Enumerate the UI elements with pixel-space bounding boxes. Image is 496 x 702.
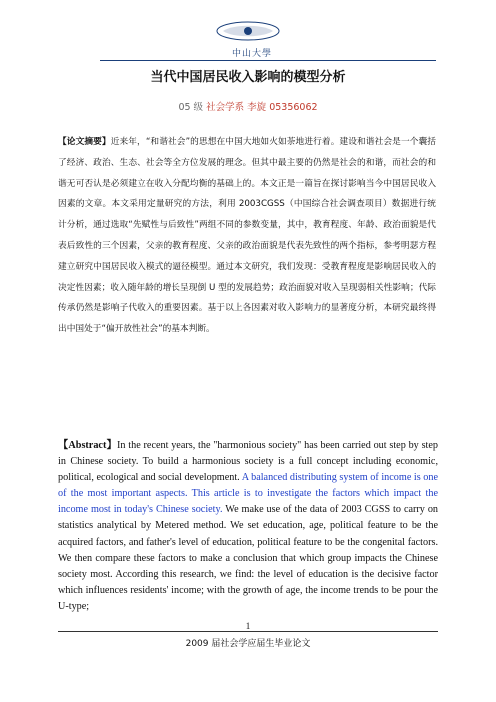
header-divider <box>100 60 436 61</box>
paper-title: 当代中国居民收入影响的模型分析 <box>150 70 346 85</box>
page-footer: 2009 届社会学应届生毕业论文 <box>185 639 311 649</box>
abstract-chinese <box>58 132 436 340</box>
author-name: 李旋 <box>247 102 267 113</box>
university-logo <box>215 20 281 42</box>
header-university-name: 中山大學 <box>232 49 273 59</box>
abstract-en-text-2: We make use of the data of 2003 CGSS to carry on statistics analytical by Metered method. We set education, age, political feature to be the acquired factors, and father's level of education, political feature to be the congenital factors. We then compare these factors to make a conclusion that which group impacts the Chinese society most. According this research, we find: the level of education is the decisive factor which influences residents' income; with the growth of age, the income trends to be pour the U-type; <box>58 504 439 612</box>
grade: 05 级 <box>178 102 204 113</box>
page-number: 1 <box>245 621 251 631</box>
student-id: 05356062 <box>269 102 318 113</box>
abstract-en-highlight: A balanced distributing system of income is one of the most important aspects. This article is to investigate the factors which impact the income most in today's Chinese society. <box>58 472 438 516</box>
footer-divider <box>58 631 438 632</box>
abstract-en-label: 【Abstract】 <box>58 440 118 451</box>
byline <box>0 99 496 113</box>
abstract-en-text-1: In the recent years, the "harmonious society" has been carried out step by step in Chinese society. To build a harmonious society is a full concept including economic, political, ecological and social development. <box>58 440 438 484</box>
abstract-cn-label: 【论文摘要】 <box>58 137 111 147</box>
department: 社会学系 <box>206 102 245 113</box>
abstract-cn-text: 近来年，“和谐社会”的思想在中国大地如火如荼地进行着。建设和谐社会是一个囊括了经济、政治、生态、社会等全方位发展的理念。但其中最主要的仍然是社会的和谐，而社会的和谐无可否认是必须建立在收入分配均衡的基础上的。本文正是一篇旨在探讨影响当今中国居民收入因素的文章。本文采用定量研究的方法，利用 2003CGSS（中国综合社会调查项目）数据进行统计分析，通过选取“先赋性与后致性”两组不同的参数变量，其中，教育程度、年龄、政治面貌是代表后致性的三个因素，父亲的教育程度、父亲的政治面貌是代表先致性的两个指标，参考明瑟方程建立研究中国居民收入模式的逼径模型。通过本文研究，我们发现：受教育程度是影响居民收入的决定性因素；收入随年龄的增长呈现倒 U 型的发展趋势；政治面貌对收入呈现弱相关性影响；代际传承仍然是影响子代收入的重要因素。基于以上各因素对收入影响力的显著度分析，本研究最终得出中国处于“偏开放性社会”的基本判断。 <box>58 137 436 335</box>
abstract-english <box>58 438 438 615</box>
